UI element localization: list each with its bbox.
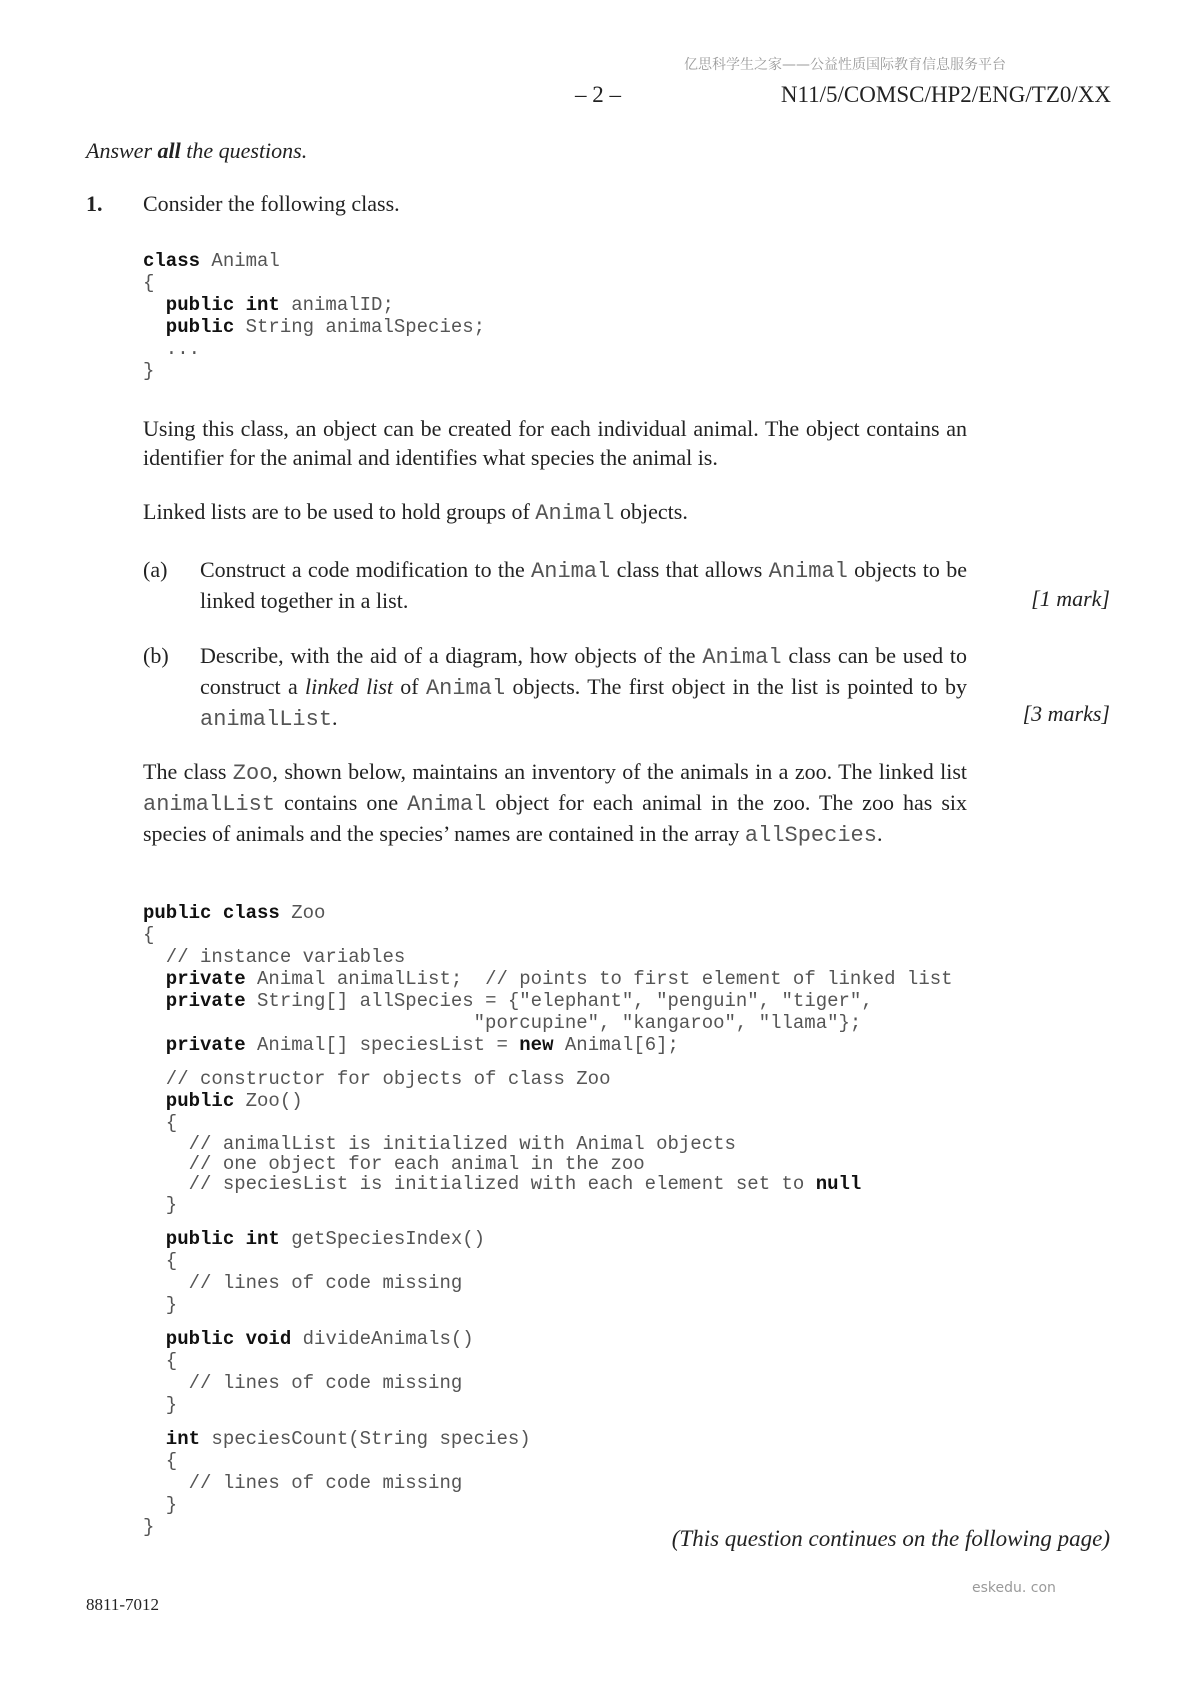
part-b-marks: [3 marks] — [1022, 701, 1110, 726]
footer-code: 8811-7012 — [86, 1595, 160, 1614]
paragraph-class-description: Using this class, an object can be created for each individual animal. The object contains an identifier for the animal and identifies what species the animal is. — [143, 416, 967, 470]
question-intro: Consider the following class. — [143, 191, 400, 216]
paragraph-linked-lists: Linked lists are to be used to hold groups of Animal objects. — [143, 499, 688, 526]
watermark-top: 亿思科学生之家——公益性质国际教育信息服务平台 — [684, 57, 1006, 73]
zoo-class-code: public class Zoo { // instance variables private Animal animalList; // points to first element of linked list private String[] allSpecies = {"elephant", "penguin", "tiger", "porcupine", "kangaroo", "llama"}; private Animal[] speciesList = new Animal[6]; // constructor for objects of class Zoo public Zoo() { // animalList is initialized with Animal objects // one object for each animal in the zoo // speciesList is initialized with each element set to null } public int getSpeciesIndex() { // lines of code missing } public void divideAnimals() { // lines of code missing } int speciesCount(String species) { // lines of code missing } } — [143, 902, 953, 1538]
part-a-text: Construct a code modification to the Animal class that allows Animal objects to be linked together in a list. — [200, 557, 967, 613]
watermark-bottom: eskedu. con — [972, 1580, 1056, 1596]
paragraph-zoo-class: The class Zoo, shown below, maintains an inventory of the animals in a zoo. The linked list animalList contains one Animal object for each animal in the zoo. The zoo has six species of animals and the species’ names are contained in the array allSpecies. — [143, 759, 968, 848]
paper-code: N11/5/COMSC/HP2/ENG/TZ0/XX — [780, 82, 1111, 107]
part-b-label: (b) — [143, 643, 169, 668]
animal-class-code: class Animal { public int animalID; public String animalSpecies; ... } — [143, 250, 486, 382]
instructions: Answer all the questions. — [86, 138, 308, 163]
part-a-label: (a) — [143, 557, 168, 582]
question-number: 1. — [86, 191, 103, 216]
part-b-text: Describe, with the aid of a diagram, how objects of the Animal class can be used to construct a linked list of Animal objects. The first object in the list is pointed to by animalList. — [200, 643, 968, 732]
continues-note: (This question continues on the following page) — [671, 1526, 1110, 1551]
part-a-marks: [1 mark] — [1031, 586, 1110, 611]
page-number: – 2 – — [575, 82, 621, 107]
